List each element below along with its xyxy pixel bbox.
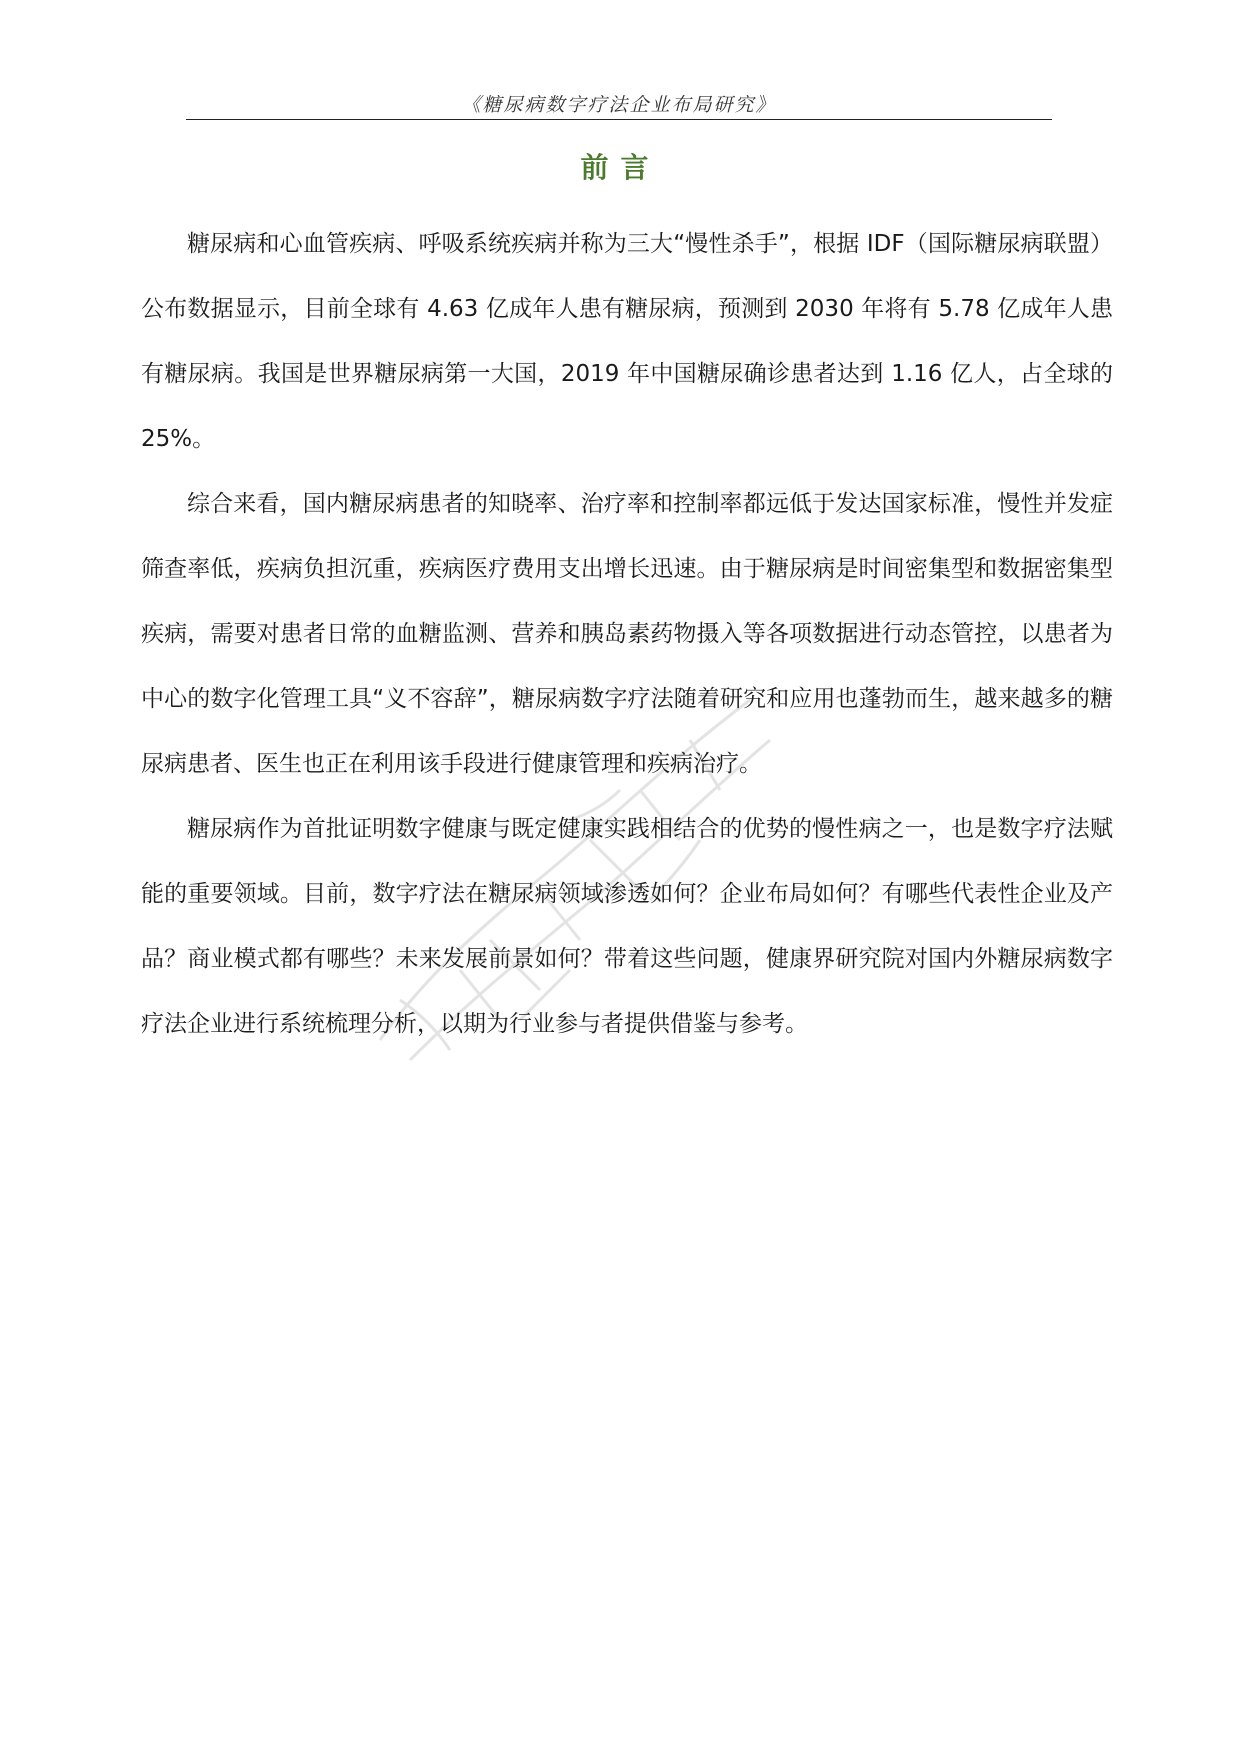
paragraph-2: 综合来看，国内糖尿病患者的知晓率、治疗率和控制率都远低于发达国家标准，慢性并发症筛查率低，疾病负担沉重，疾病医疗费用支出增长迅速。由于糖尿病是时间密集型和数据密集型疾病，需要对患者日常的血糖监测、营养和胰岛素药物摄入等各项数据进行动态管控，以患者为中心的数字化管理工具“义不容辞”，糖尿病数字疗法随着研究和应用也蓬勃而生，越来越多的糖尿病患者、医生也正在利用该手段进行健康管理和疾病治疗。: [141, 491, 1113, 777]
paragraph-1: 糖尿病和心血管疾病、呼吸系统疾病并称为三大“慢性杀手”，根据 IDF（国际糖尿病联盟）公布数据显示，目前全球有 4.63 亿成年人患有糖尿病，预测到 2030 年将有 5.78 亿成年人患有糖尿病。我国是世界糖尿病第一大国，2019 年中国糖尿确诊患者达到 1.16 亿人，占全球的 25%。: [141, 231, 1113, 452]
paragraph-3: 糖尿病作为首批证明数字健康与既定健康实践相结合的优势的慢性病之一，也是数字疗法赋能的重要领域。目前，数字疗法在糖尿病领域渗透如何？企业布局如何？有哪些代表性企业及产品？商业模式都有哪些？未来发展前景如何？带着这些问题，健康界研究院对国内外糖尿病数字疗法企业进行系统梳理分析，以期为行业参与者提供借鉴与参考。: [141, 816, 1113, 1037]
preface-body: [141, 212, 1113, 1057]
page-title: 前言: [580, 151, 661, 184]
header-rule: [186, 119, 1052, 120]
running-header: 《糖尿病数字疗法企业布局研究》: [461, 94, 777, 116]
